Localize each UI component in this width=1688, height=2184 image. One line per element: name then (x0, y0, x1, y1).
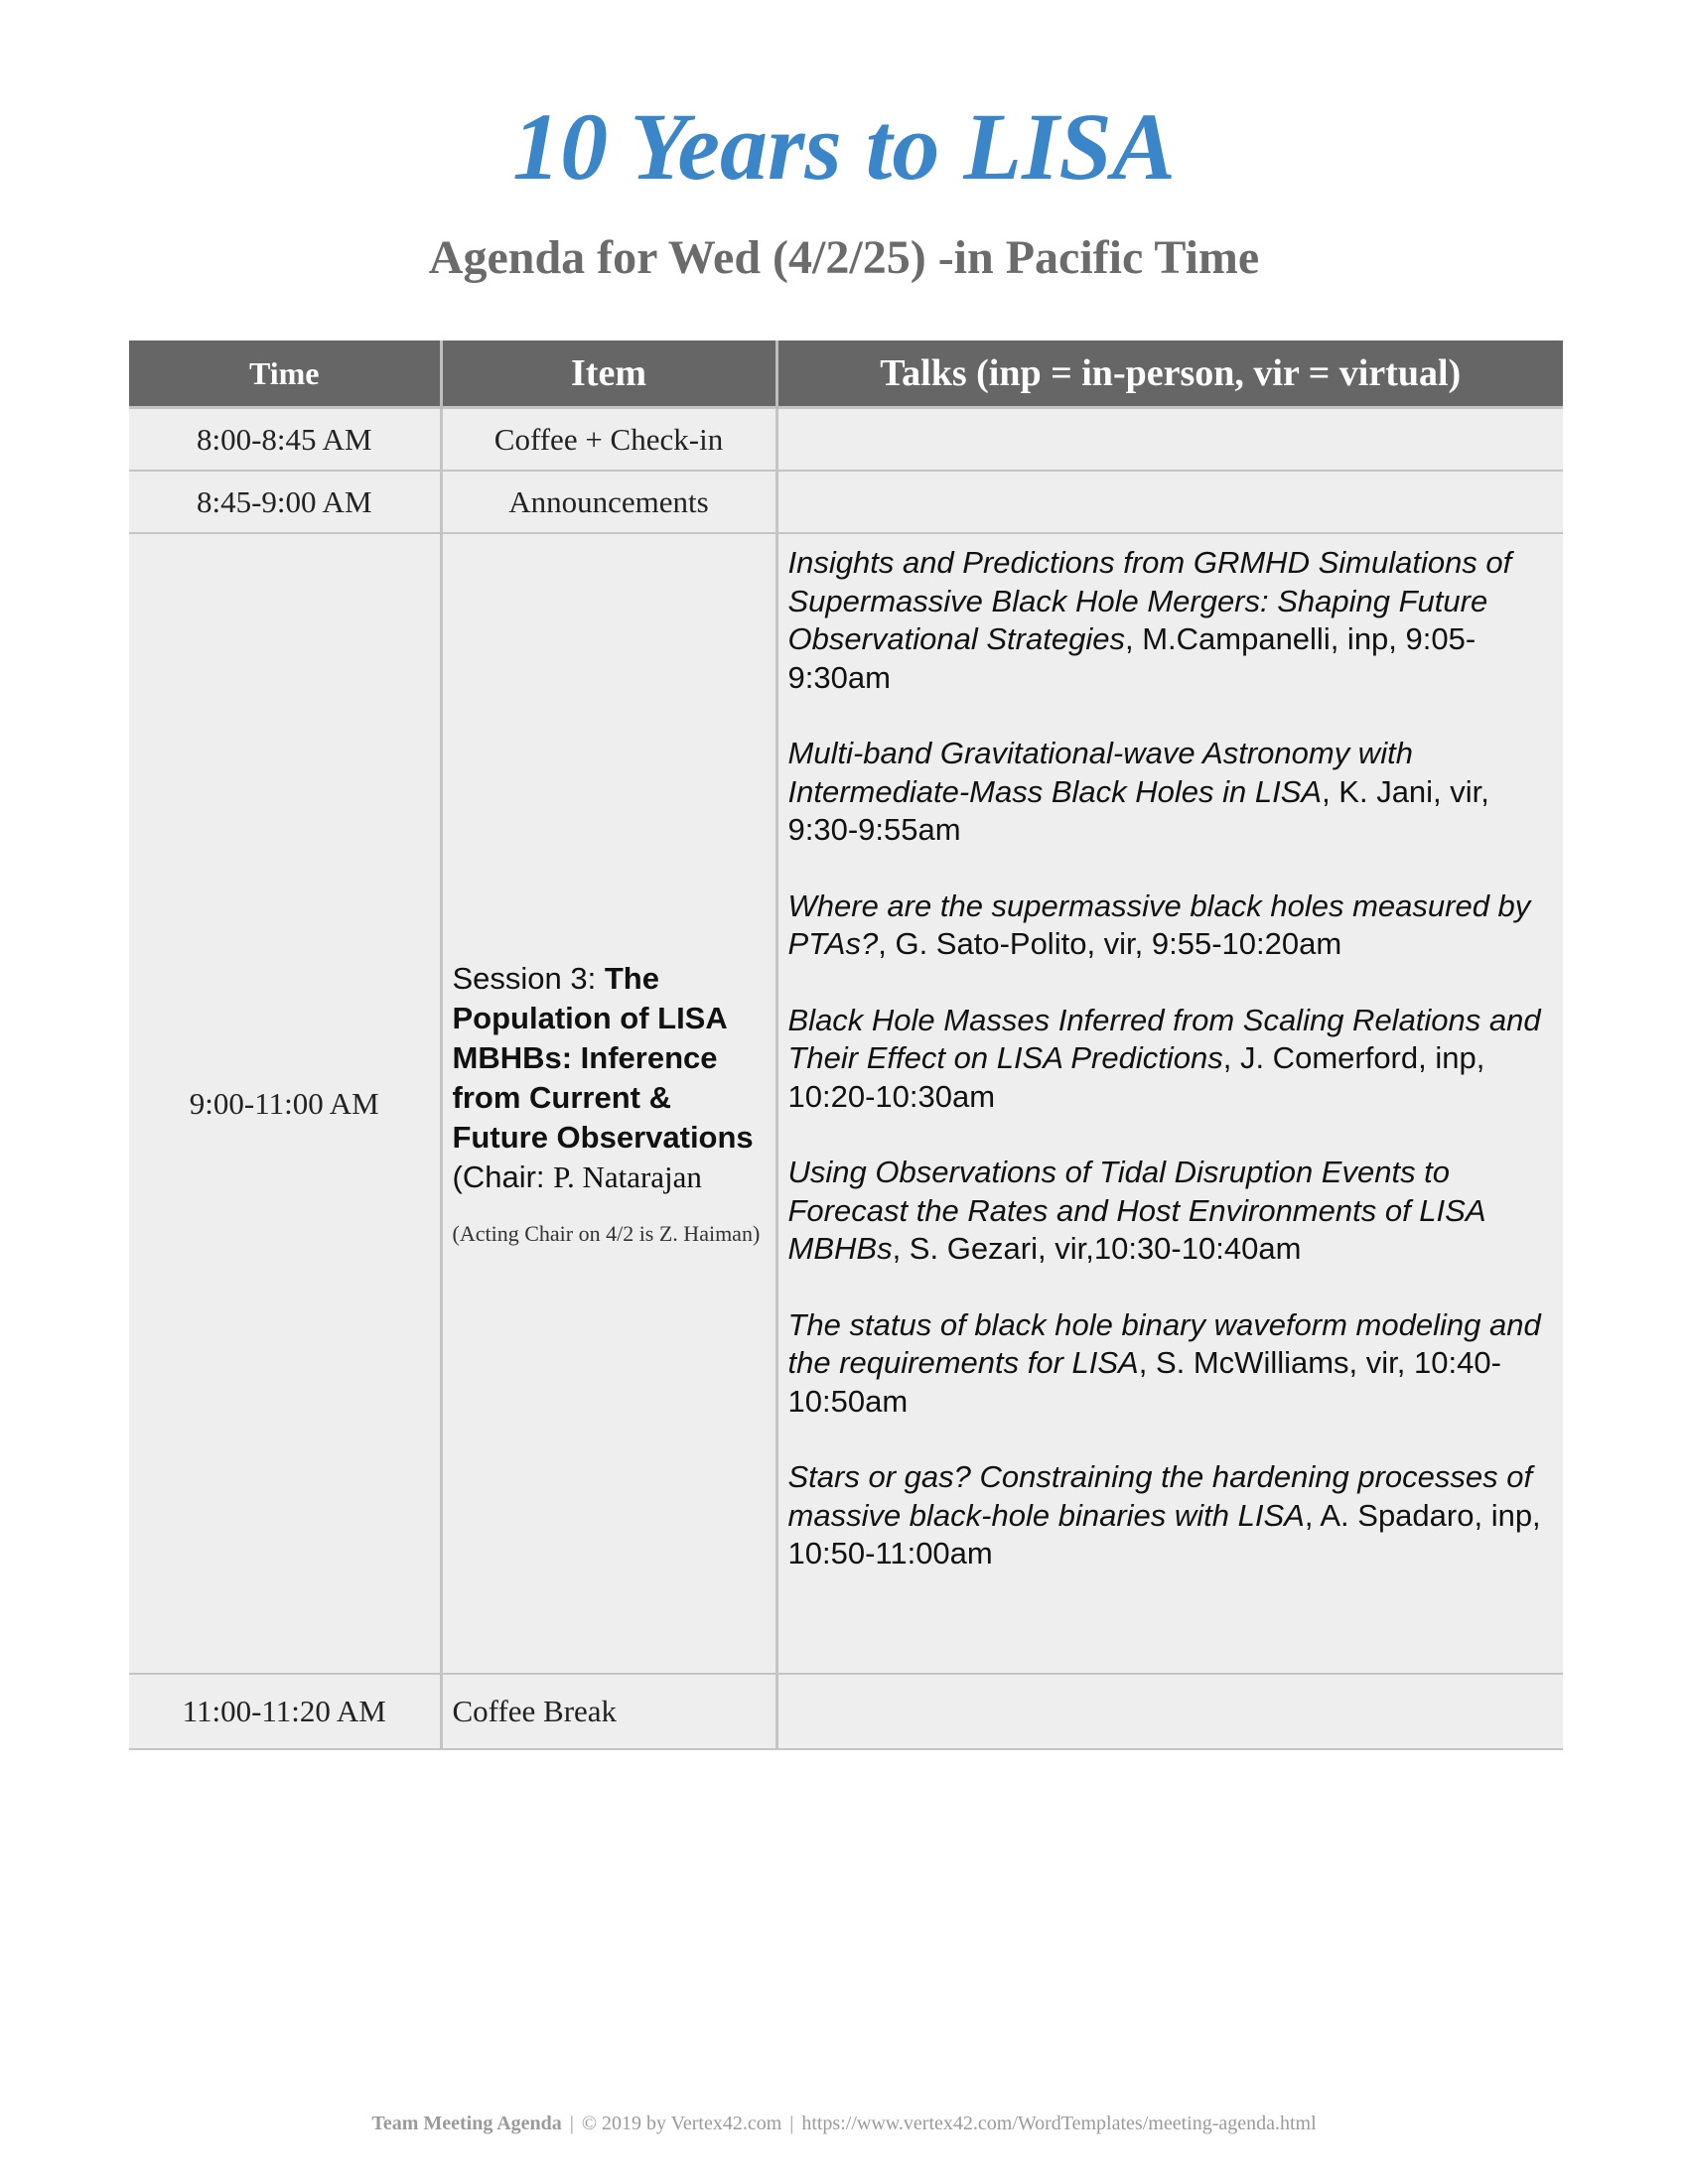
footer-divider: | (789, 2113, 794, 2134)
talk-details: , S. Gezari, vir,10:30-10:40am (892, 1231, 1302, 1266)
talk-details: , K. Jani, vir, 9:30-9:55am (787, 773, 1489, 847)
chair-prefix: (Chair: (452, 1160, 554, 1194)
footer-copyright: © 2019 by Vertex42.com (581, 2113, 782, 2134)
talks-cell (776, 533, 1563, 1674)
talk-title: Black Hole Masses Inferred from Scaling Relations and Their Effect on LISA Predictions (787, 1002, 1541, 1075)
talk-title: The status of black hole binary waveform modeling and the requirements for LISA (787, 1306, 1541, 1380)
table-row (129, 408, 1563, 472)
talk-entry (788, 1306, 1554, 1422)
table-row (129, 471, 1563, 533)
talk-title: Insights and Predictions from GRMHD Simulations of Supermassive Black Hole Mergers: Shaping Future Observational Strategies (787, 545, 1512, 656)
row-time: 11:00-11:20 AM (129, 1674, 441, 1749)
page-title: 10 Years to LISA (512, 93, 1176, 200)
session-cell (441, 533, 776, 1674)
acting-chair-note: (Acting Chair on 4/2 is Z. Haiman) (452, 1221, 761, 1246)
talk-entry (788, 887, 1554, 964)
column-header-item: Item (441, 341, 776, 408)
talk-details: , J. Comerford, inp, 10:20-10:30am (787, 1040, 1485, 1114)
talk-details: , G. Sato-Polito, vir, 9:55-10:20am (878, 926, 1342, 961)
column-header-talks: Talks (inp = in-person, vir = virtual) (776, 341, 1563, 408)
talk-title: Stars or gas? Constraining the hardening processes of massive black-hole binaries with LISA (787, 1459, 1533, 1533)
agenda-table (129, 341, 1563, 1750)
table-header-row (129, 341, 1563, 408)
page-footer (0, 2113, 1688, 2135)
session-description (453, 959, 766, 1197)
footer-url[interactable]: https://www.vertex42.com/WordTemplates/meeting-agenda.html (801, 2113, 1317, 2134)
row-talks-empty (776, 1674, 1563, 1749)
row-item: Coffee + Check-in (441, 408, 776, 472)
session-title: The Population of LISA MBHBs: Inference from Current & Future Observations (452, 961, 754, 1155)
row-item: Announcements (441, 471, 776, 533)
row-talks-empty (776, 408, 1563, 472)
talk-entry (788, 1002, 1554, 1117)
row-time: 8:00-8:45 AM (129, 408, 441, 472)
agenda-subtitle: Agenda for Wed (4/2/25) -in Pacific Time (428, 231, 1260, 284)
talk-title: Multi-band Gravitational-wave Astronomy with Intermediate-Mass Black Holes in LISA (787, 736, 1413, 809)
footer-divider: | (569, 2113, 574, 2134)
talk-entry (788, 544, 1554, 697)
talk-title: Using Observations of Tidal Disruption Events to Forecast the Rates and Host Environments of LISA MBHBs (787, 1155, 1485, 1266)
table-row-session-3 (129, 533, 1563, 1674)
talk-entry (788, 1154, 1554, 1269)
row-time: 9:00-11:00 AM (129, 533, 441, 1674)
talk-title: Where are the supermassive black holes measured by PTAs? (787, 887, 1531, 961)
table-row (129, 1674, 1563, 1749)
column-header-time: Time (129, 341, 441, 408)
talk-entry (788, 735, 1554, 850)
session-prefix: Session 3: (452, 961, 605, 996)
talk-details: , S. McWilliams, vir, 10:40-10:50am (787, 1345, 1501, 1419)
talk-entry (788, 1458, 1554, 1573)
footer-label: Team Meeting Agenda (371, 2113, 562, 2134)
row-talks-empty (776, 471, 1563, 533)
talk-details: , A. Spadaro, inp, 10:50-11:00am (787, 1497, 1541, 1570)
row-item: Coffee Break (441, 1674, 776, 1749)
chair-name: P. Natarajan (553, 1160, 702, 1194)
talk-details: , M.Campanelli, inp, 9:05-9:30am (787, 621, 1477, 695)
row-time: 8:45-9:00 AM (129, 471, 441, 533)
